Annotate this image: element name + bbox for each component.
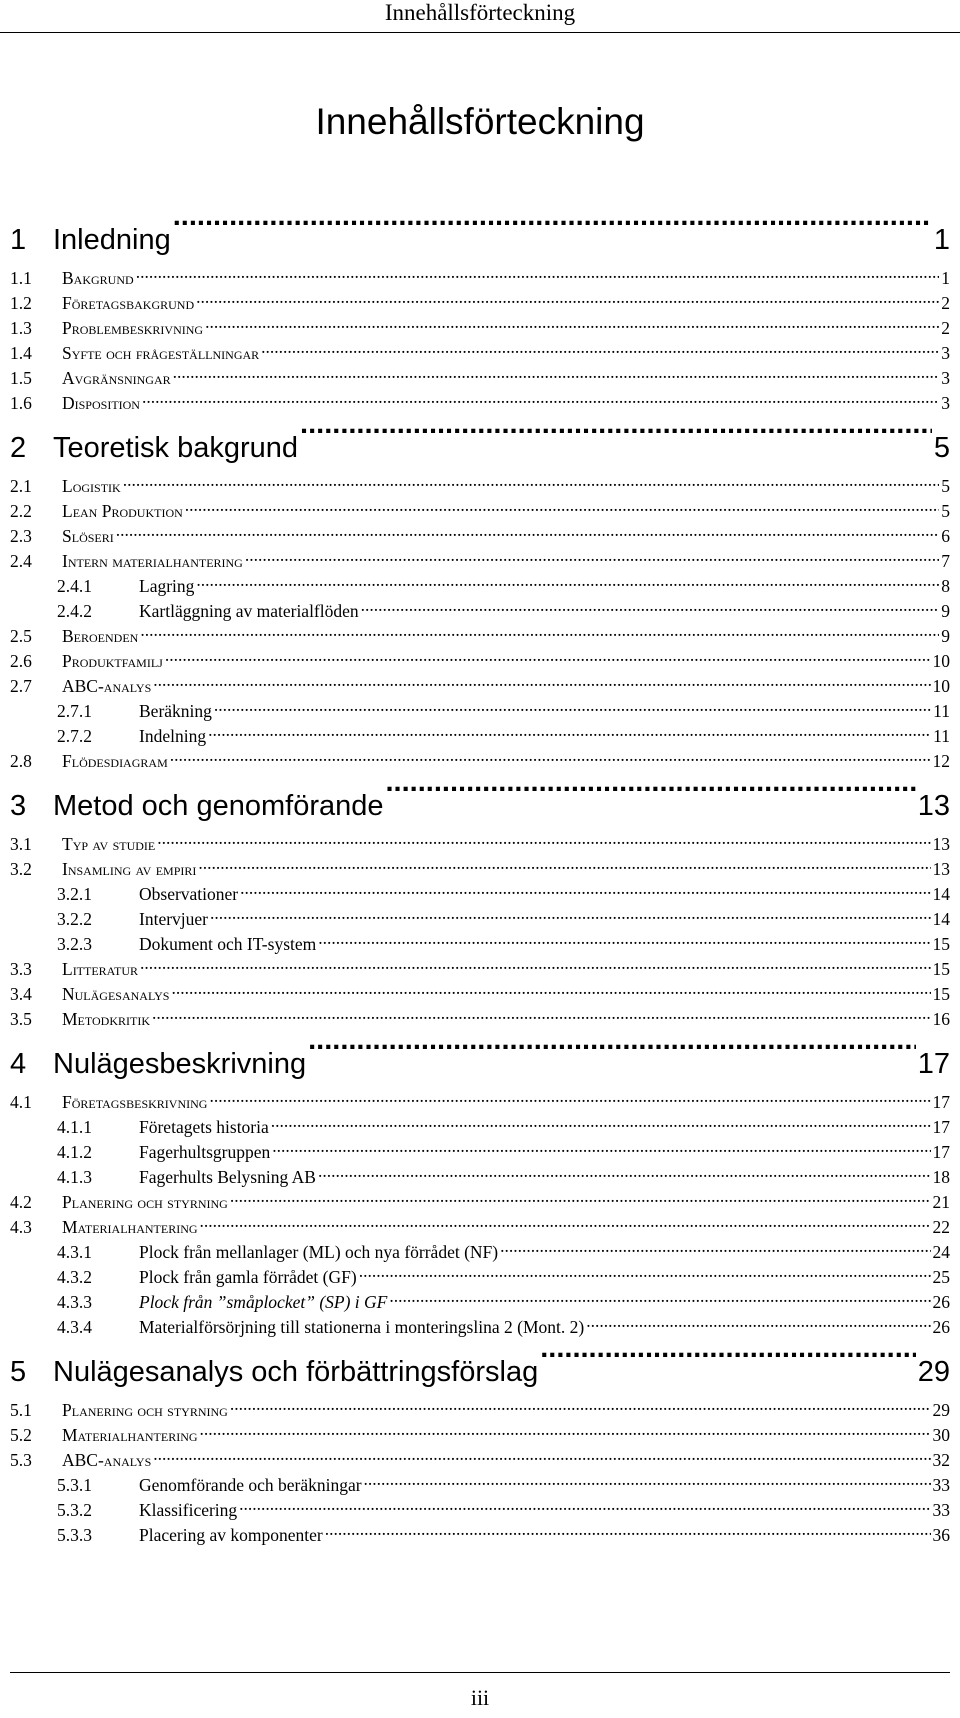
toc-entry-title: Plock från ”småplocket” (SP) i GF: [139, 1292, 388, 1312]
toc-entry-4-3-2[interactable]: [10, 1265, 950, 1290]
toc-entry-page: 5: [933, 432, 950, 464]
toc-entry-title: Insamling av empiri: [62, 859, 197, 879]
toc-entry-2-3[interactable]: [10, 524, 950, 549]
toc-dot-leader: [214, 700, 931, 718]
toc-dot-leader: [208, 725, 931, 743]
toc-entry-title: Inledning: [53, 224, 171, 256]
toc-dot-leader: [389, 1291, 930, 1309]
header-divider: [0, 32, 960, 33]
toc-entry-4-1[interactable]: [10, 1090, 950, 1115]
toc-entry-4-1-3[interactable]: [10, 1165, 950, 1190]
toc-entry-title: Beroenden: [62, 626, 139, 646]
toc-entry-page: 33: [932, 1475, 950, 1495]
toc-entry-5-2[interactable]: [10, 1423, 950, 1448]
toc-entry-number: 4.3.1: [57, 1242, 92, 1262]
toc-entry-title: Intern materialhantering: [62, 551, 243, 571]
toc-entry-2-2[interactable]: [10, 499, 950, 524]
toc-dot-leader: [198, 858, 930, 876]
toc-entry-title: Fagerhultsgruppen: [139, 1142, 271, 1162]
toc-entry-title: Produktfamilj: [62, 651, 163, 671]
toc-entry-number: 5.2: [10, 1425, 32, 1445]
toc-entry-title: Plock från mellanlager (ML) och nya förrådet (NF): [139, 1242, 499, 1262]
toc-entry-number: 3.4: [10, 984, 32, 1004]
toc-entry-number: 3.3: [10, 959, 32, 979]
toc-entry-2-8[interactable]: [10, 749, 950, 774]
toc-entry-title: Dokument och IT-system: [139, 934, 317, 954]
toc-entry-number: 5.1: [10, 1400, 32, 1420]
running-header: Innehållsförteckning: [384, 0, 576, 25]
toc-entry-number: 2.4.2: [57, 601, 92, 621]
toc-dot-leader: [308, 1044, 916, 1073]
toc-entry-title: Placering av komponenter: [139, 1525, 323, 1545]
toc-entry-4-3-1[interactable]: [10, 1240, 950, 1265]
toc-dot-leader: [185, 500, 939, 518]
toc-entry-number: 5.3.1: [57, 1475, 92, 1495]
toc-entry-5[interactable]: [10, 1346, 950, 1398]
toc-entry-title: Disposition: [62, 393, 140, 413]
toc-entry-number: 2.1: [10, 476, 32, 496]
toc-entry-page: 17: [932, 1092, 950, 1112]
toc-entry-1-5[interactable]: [10, 366, 950, 391]
toc-entry-title: Lagring: [139, 576, 195, 596]
toc-entry-page: 3: [941, 343, 950, 363]
toc-entry-title: Logistik: [62, 476, 121, 496]
toc-entry-page: 1: [941, 268, 950, 288]
toc-entry-title: Företagets historia: [139, 1117, 269, 1137]
toc-entry-title: Indelning: [139, 726, 207, 746]
toc-entry-2-4[interactable]: [10, 549, 950, 574]
toc-entry-4-2[interactable]: [10, 1190, 950, 1215]
toc-entry-3-1[interactable]: [10, 832, 950, 857]
toc-entry-title: Materialhantering: [62, 1217, 198, 1237]
toc-entry-page: 3: [941, 368, 950, 388]
toc-dot-leader: [325, 1524, 931, 1542]
toc-entry-title: ABC-analys: [62, 676, 152, 696]
toc-entry-title: Lean Produktion: [62, 501, 183, 521]
toc-entry-page: 2: [941, 293, 950, 313]
toc-entry-2-6[interactable]: [10, 649, 950, 674]
toc-entry-title: Företagsbeskrivning: [62, 1092, 208, 1112]
toc-entry-page: 9: [941, 601, 950, 621]
toc-entry-number: 2.2: [10, 501, 32, 521]
toc-entry-5-3-1[interactable]: [10, 1473, 950, 1498]
toc-entry-3-3[interactable]: [10, 957, 950, 982]
toc-entry-title: Metod och genomförande: [53, 790, 384, 822]
toc-entry-number: 3.2.2: [57, 909, 92, 929]
toc-entry-number: 1.5: [10, 368, 32, 388]
toc-entry-3-2-2[interactable]: [10, 907, 950, 932]
toc-dot-leader: [170, 750, 931, 768]
toc-entry-page: 18: [932, 1167, 950, 1187]
toc-entry-page: 33: [932, 1500, 950, 1520]
toc-entry-page: 32: [932, 1450, 950, 1470]
toc-entry-title: Fagerhults Belysning AB: [139, 1167, 316, 1187]
toc-entry-1[interactable]: [10, 214, 950, 266]
toc-entry-title: Metodkritik: [62, 1009, 150, 1029]
toc-entry-title: Syfte och frågeställningar: [62, 343, 260, 363]
toc-entry-page: 14: [932, 884, 950, 904]
toc-entry-title: Beräkning: [139, 701, 212, 721]
toc-entry-number: 2.4: [10, 551, 32, 571]
toc-entry-4-3[interactable]: [10, 1215, 950, 1240]
toc-entry-page: 3: [941, 393, 950, 413]
toc-dot-leader: [200, 1216, 931, 1234]
toc-entry-page: 11: [933, 701, 950, 721]
page-number: iii: [470, 1685, 490, 1710]
toc-dot-leader: [318, 933, 930, 951]
toc-dot-leader: [142, 392, 939, 410]
toc-entry-page: 30: [932, 1425, 950, 1445]
toc-entry-number: 5.3.3: [57, 1525, 92, 1545]
toc-entry-title: Genomförande och beräkningar: [139, 1475, 362, 1495]
toc-dot-leader: [140, 625, 939, 643]
toc-entry-number: 2: [10, 432, 27, 464]
toc-entry-number: 1.4: [10, 343, 32, 363]
toc-entry-title: Materialförsörjning till stationerna i monteringslina 2 (Mont. 2): [139, 1317, 585, 1337]
toc-entry-number: 4.1.2: [57, 1142, 92, 1162]
toc-dot-leader: [359, 1266, 931, 1284]
toc-entry-page: 13: [932, 834, 950, 854]
toc-entry-number: 5.3.2: [57, 1500, 92, 1520]
toc-dot-leader: [318, 1166, 931, 1184]
toc-entry-title: Observationer: [139, 884, 239, 904]
toc-entry-number: 4: [10, 1048, 27, 1080]
toc-entry-3-2[interactable]: [10, 857, 950, 882]
toc-entry-page: 5: [941, 476, 950, 496]
toc-entry-title: Planering och styrning: [62, 1192, 228, 1212]
toc-entry-number: 2.7.1: [57, 701, 92, 721]
page-title: Innehållsförteckning: [315, 101, 645, 142]
toc-entry-2-4-2[interactable]: [10, 599, 950, 624]
toc-entry-number: 2.7: [10, 676, 32, 696]
toc-entry-1-2[interactable]: [10, 291, 950, 316]
toc-entry-number: 4.2: [10, 1192, 32, 1212]
toc-dot-leader: [209, 1091, 930, 1109]
toc-entry-4-3-3[interactable]: [10, 1290, 950, 1315]
toc-entry-page: 2: [941, 318, 950, 338]
toc-entry-number: 4.3.4: [57, 1317, 92, 1337]
toc-entry-page: 9: [941, 626, 950, 646]
toc-entry-title: Typ av studie: [62, 834, 156, 854]
toc-entry-number: 4.1.1: [57, 1117, 92, 1137]
toc-dot-leader: [271, 1116, 931, 1134]
toc-dot-leader: [152, 1008, 931, 1026]
toc-entry-page: 15: [932, 934, 950, 954]
toc-entry-page: 16: [932, 1009, 950, 1029]
toc-entry-1-3[interactable]: [10, 316, 950, 341]
toc-entry-title: Nulägesanalys och förbättringsförslag: [53, 1356, 539, 1388]
toc-dot-leader: [136, 267, 940, 285]
toc-entry-2-7-1[interactable]: [10, 699, 950, 724]
toc-entry-page: 12: [932, 751, 950, 771]
toc-entry-1-6[interactable]: [10, 391, 950, 416]
toc-entry-page: 15: [932, 984, 950, 1004]
toc-dot-leader: [171, 983, 930, 1001]
toc-entry-title: Problembeskrivning: [62, 318, 204, 338]
toc-entry-page: 17: [932, 1117, 950, 1137]
toc-entry-page: 21: [932, 1192, 950, 1212]
toc-dot-leader: [586, 1316, 930, 1334]
toc-entry-2-1[interactable]: [10, 474, 950, 499]
toc-dot-leader: [123, 475, 940, 493]
toc-entry-page: 1: [933, 224, 950, 256]
toc-entry-title: Slöseri: [62, 526, 114, 546]
toc-entry-page: 13: [917, 790, 950, 822]
toc-entry-page: 24: [932, 1242, 950, 1262]
toc-entry-2-4-1[interactable]: [10, 574, 950, 599]
toc-entry-title: Materialhantering: [62, 1425, 198, 1445]
toc-entry-page: 29: [932, 1400, 950, 1420]
toc-entry-page: 29: [917, 1356, 950, 1388]
toc-entry-4-3-4[interactable]: [10, 1315, 950, 1340]
toc-entry-page: 26: [932, 1292, 950, 1312]
toc-dot-leader: [364, 1474, 931, 1492]
toc-entry-page: 5: [941, 501, 950, 521]
toc-dot-leader: [245, 550, 939, 568]
toc-entry-number: 4.3.3: [57, 1292, 92, 1312]
toc-dot-leader: [173, 367, 940, 385]
toc-entry-title: Intervjuer: [139, 909, 208, 929]
toc-entry-number: 3.2: [10, 859, 32, 879]
toc-entry-number: 1.6: [10, 393, 32, 413]
toc-entry-page: 13: [932, 859, 950, 879]
toc-entry-title: Avgränsningar: [62, 368, 171, 388]
toc-entry-page: 7: [941, 551, 950, 571]
toc-entry-page: 8: [941, 576, 950, 596]
toc-entry-title: Nulägesbeskrivning: [53, 1048, 307, 1080]
toc-entry-5-3[interactable]: [10, 1448, 950, 1473]
toc-entry-page: 15: [932, 959, 950, 979]
toc-entry-title: Företagsbakgrund: [62, 293, 195, 313]
toc-entry-title: Planering och styrning: [62, 1400, 228, 1420]
toc-dot-leader: [210, 908, 931, 926]
toc-entry-page: 17: [932, 1142, 950, 1162]
toc-entry-1-4[interactable]: [10, 341, 950, 366]
toc-entry-title: Klassificering: [139, 1500, 238, 1520]
toc-entry-title: Teoretisk bakgrund: [53, 432, 299, 464]
toc-dot-leader: [157, 833, 930, 851]
toc-dot-leader: [240, 883, 930, 901]
toc-dot-leader: [200, 1424, 931, 1442]
toc-entry-number: 2.5: [10, 626, 32, 646]
toc-dot-leader: [196, 575, 939, 593]
toc-dot-leader: [153, 675, 930, 693]
toc-entry-page: 22: [932, 1217, 950, 1237]
table-of-contents: [10, 214, 950, 1548]
toc-entry-5-3-2[interactable]: [10, 1498, 950, 1523]
toc-entry-number: 3.2.1: [57, 884, 92, 904]
toc-entry-page: 14: [932, 909, 950, 929]
toc-entry-number: 2.3: [10, 526, 32, 546]
toc-entry-5-1[interactable]: [10, 1398, 950, 1423]
toc-entry-number: 3.1: [10, 834, 32, 854]
toc-dot-leader: [500, 1241, 930, 1259]
toc-entry-number: 4.1.3: [57, 1167, 92, 1187]
toc-dot-leader: [116, 525, 940, 543]
toc-entry-2[interactable]: [10, 422, 950, 474]
toc-entry-number: 1.3: [10, 318, 32, 338]
toc-entry-page: 10: [932, 651, 950, 671]
toc-dot-leader: [272, 1141, 930, 1159]
toc-entry-number: 4.3: [10, 1217, 32, 1237]
toc-entry-page: 25: [932, 1267, 950, 1287]
toc-dot-leader: [239, 1499, 930, 1517]
toc-entry-page: 17: [917, 1048, 950, 1080]
toc-dot-leader: [153, 1449, 930, 1467]
toc-entry-2-7-2[interactable]: [10, 724, 950, 749]
toc-entry-number: 5.3: [10, 1450, 32, 1470]
toc-entry-title: Flödesdiagram: [62, 751, 168, 771]
toc-entry-4[interactable]: [10, 1038, 950, 1090]
toc-dot-leader: [540, 1352, 916, 1381]
toc-entry-3-5[interactable]: [10, 1007, 950, 1032]
toc-entry-number: 2.6: [10, 651, 32, 671]
toc-entry-5-3-3[interactable]: [10, 1523, 950, 1548]
toc-entry-number: 1.2: [10, 293, 32, 313]
toc-entry-3-2-1[interactable]: [10, 882, 950, 907]
toc-entry-number: 3: [10, 790, 27, 822]
toc-entry-number: 3.2.3: [57, 934, 92, 954]
toc-dot-leader: [300, 428, 932, 457]
toc-dot-leader: [205, 317, 939, 335]
toc-entry-number: 1.1: [10, 268, 32, 288]
toc-entry-title: Plock från gamla förrådet (GF): [139, 1267, 357, 1287]
toc-entry-number: 4.1: [10, 1092, 32, 1112]
toc-entry-number: 2.4.1: [57, 576, 92, 596]
toc-entry-1-1[interactable]: [10, 266, 950, 291]
toc-entry-number: 4.3.2: [57, 1267, 92, 1287]
toc-entry-4-1-2[interactable]: [10, 1140, 950, 1165]
toc-dot-leader: [165, 650, 931, 668]
toc-entry-number: 3.5: [10, 1009, 32, 1029]
toc-entry-4-1-1[interactable]: [10, 1115, 950, 1140]
toc-entry-number: 5: [10, 1356, 27, 1388]
toc-entry-page: 26: [932, 1317, 950, 1337]
toc-entry-title: ABC-analys: [62, 1450, 152, 1470]
toc-dot-leader: [230, 1399, 931, 1417]
toc-entry-number: 2.7.2: [57, 726, 92, 746]
toc-entry-page: 36: [932, 1525, 950, 1545]
toc-entry-3[interactable]: [10, 780, 950, 832]
toc-entry-title: Litteratur: [62, 959, 139, 979]
toc-dot-leader: [386, 786, 916, 815]
toc-entry-title: Bakgrund: [62, 268, 134, 288]
toc-entry-title: Kartläggning av materialflöden: [139, 601, 359, 621]
footer-divider: [10, 1672, 950, 1673]
toc-dot-leader: [230, 1191, 931, 1209]
toc-entry-2-7[interactable]: [10, 674, 950, 699]
toc-dot-leader: [361, 600, 940, 618]
toc-entry-title: Nulägesanalys: [62, 984, 170, 1004]
toc-dot-leader: [261, 342, 939, 360]
toc-dot-leader: [196, 292, 939, 310]
toc-entry-number: 1: [10, 224, 27, 256]
toc-entry-number: 2.8: [10, 751, 32, 771]
toc-dot-leader: [140, 958, 930, 976]
toc-entry-2-5[interactable]: [10, 624, 950, 649]
toc-entry-page: 10: [932, 676, 950, 696]
toc-entry-page: 6: [941, 526, 950, 546]
toc-dot-leader: [173, 220, 932, 249]
toc-entry-3-2-3[interactable]: [10, 932, 950, 957]
toc-entry-3-4[interactable]: [10, 982, 950, 1007]
toc-entry-page: 11: [933, 726, 950, 746]
